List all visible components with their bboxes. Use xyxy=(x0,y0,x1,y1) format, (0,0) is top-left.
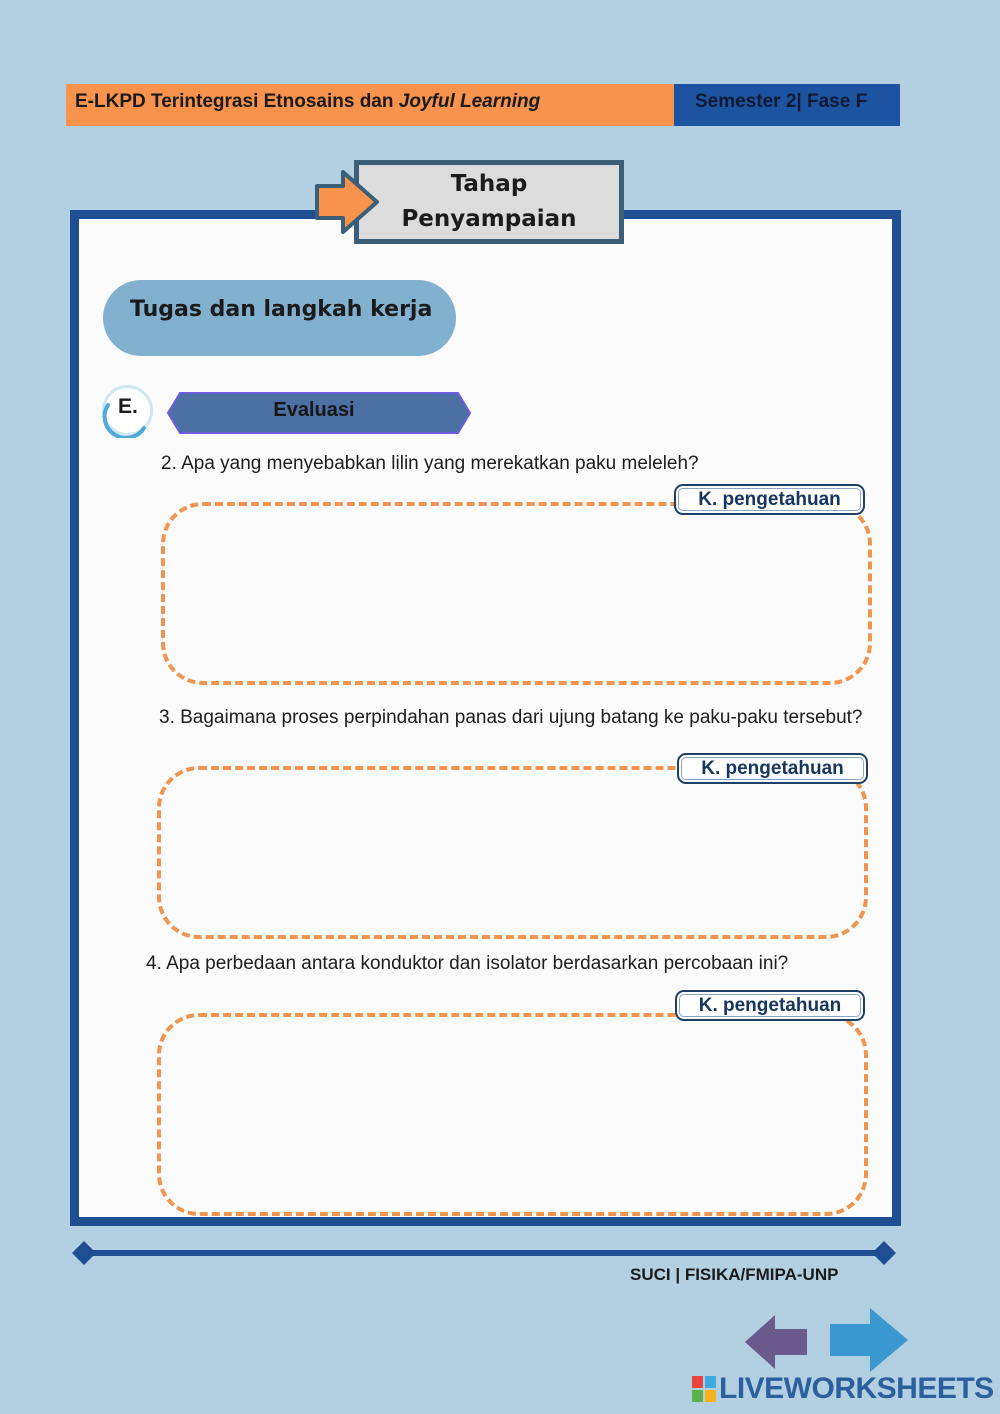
question-3-tag: K. pengetahuan xyxy=(677,753,868,784)
liveworksheets-logo xyxy=(692,1372,994,1406)
question-4-tag: K. pengetahuan xyxy=(675,990,865,1021)
answer-3-field[interactable] xyxy=(157,766,868,939)
task-title-pill: Tugas dan langkah kerja xyxy=(103,280,456,356)
header-semester: Semester 2| Fase F xyxy=(674,84,900,126)
header-title-prefix: E-LKPD Terintegrasi Etnosains dan xyxy=(75,91,399,112)
footer-credit: SUCI | FISIKA/FMIPA-UNP xyxy=(630,1265,839,1284)
header-title xyxy=(66,84,674,126)
header-title-italic: Joyful Learning xyxy=(398,91,541,112)
evaluation-banner-label: Evaluasi xyxy=(273,399,355,421)
arrow-right-icon[interactable] xyxy=(828,1306,910,1374)
question-3-text: 3. Bagaimana proses perpindahan panas dari ujung batang ke paku-paku tersebut? xyxy=(159,707,863,728)
section-letter: E. xyxy=(118,395,138,418)
arrow-left-icon[interactable] xyxy=(743,1313,809,1371)
answer-4-field[interactable] xyxy=(157,1013,868,1216)
question-2-tag: K. pengetahuan xyxy=(674,484,865,515)
header-bar xyxy=(66,84,900,126)
question-2-text: 2. Apa yang menyebabkan lilin yang merekatkan paku meleleh? xyxy=(161,453,699,474)
stage-title-line1: Tahap xyxy=(450,171,528,197)
liveworksheets-brand-name: LIVEWORKSHEETS xyxy=(719,1372,994,1405)
stage-title-box xyxy=(354,160,624,244)
liveworksheets-logo-icon xyxy=(692,1376,716,1402)
stage-title-line2: Penyampaian xyxy=(401,206,577,232)
question-4-text: 4. Apa perbedaan antara konduktor dan isolator berdasarkan percobaan ini? xyxy=(146,953,789,974)
arrow-right-icon xyxy=(313,168,381,236)
answer-2-field[interactable] xyxy=(161,502,872,685)
